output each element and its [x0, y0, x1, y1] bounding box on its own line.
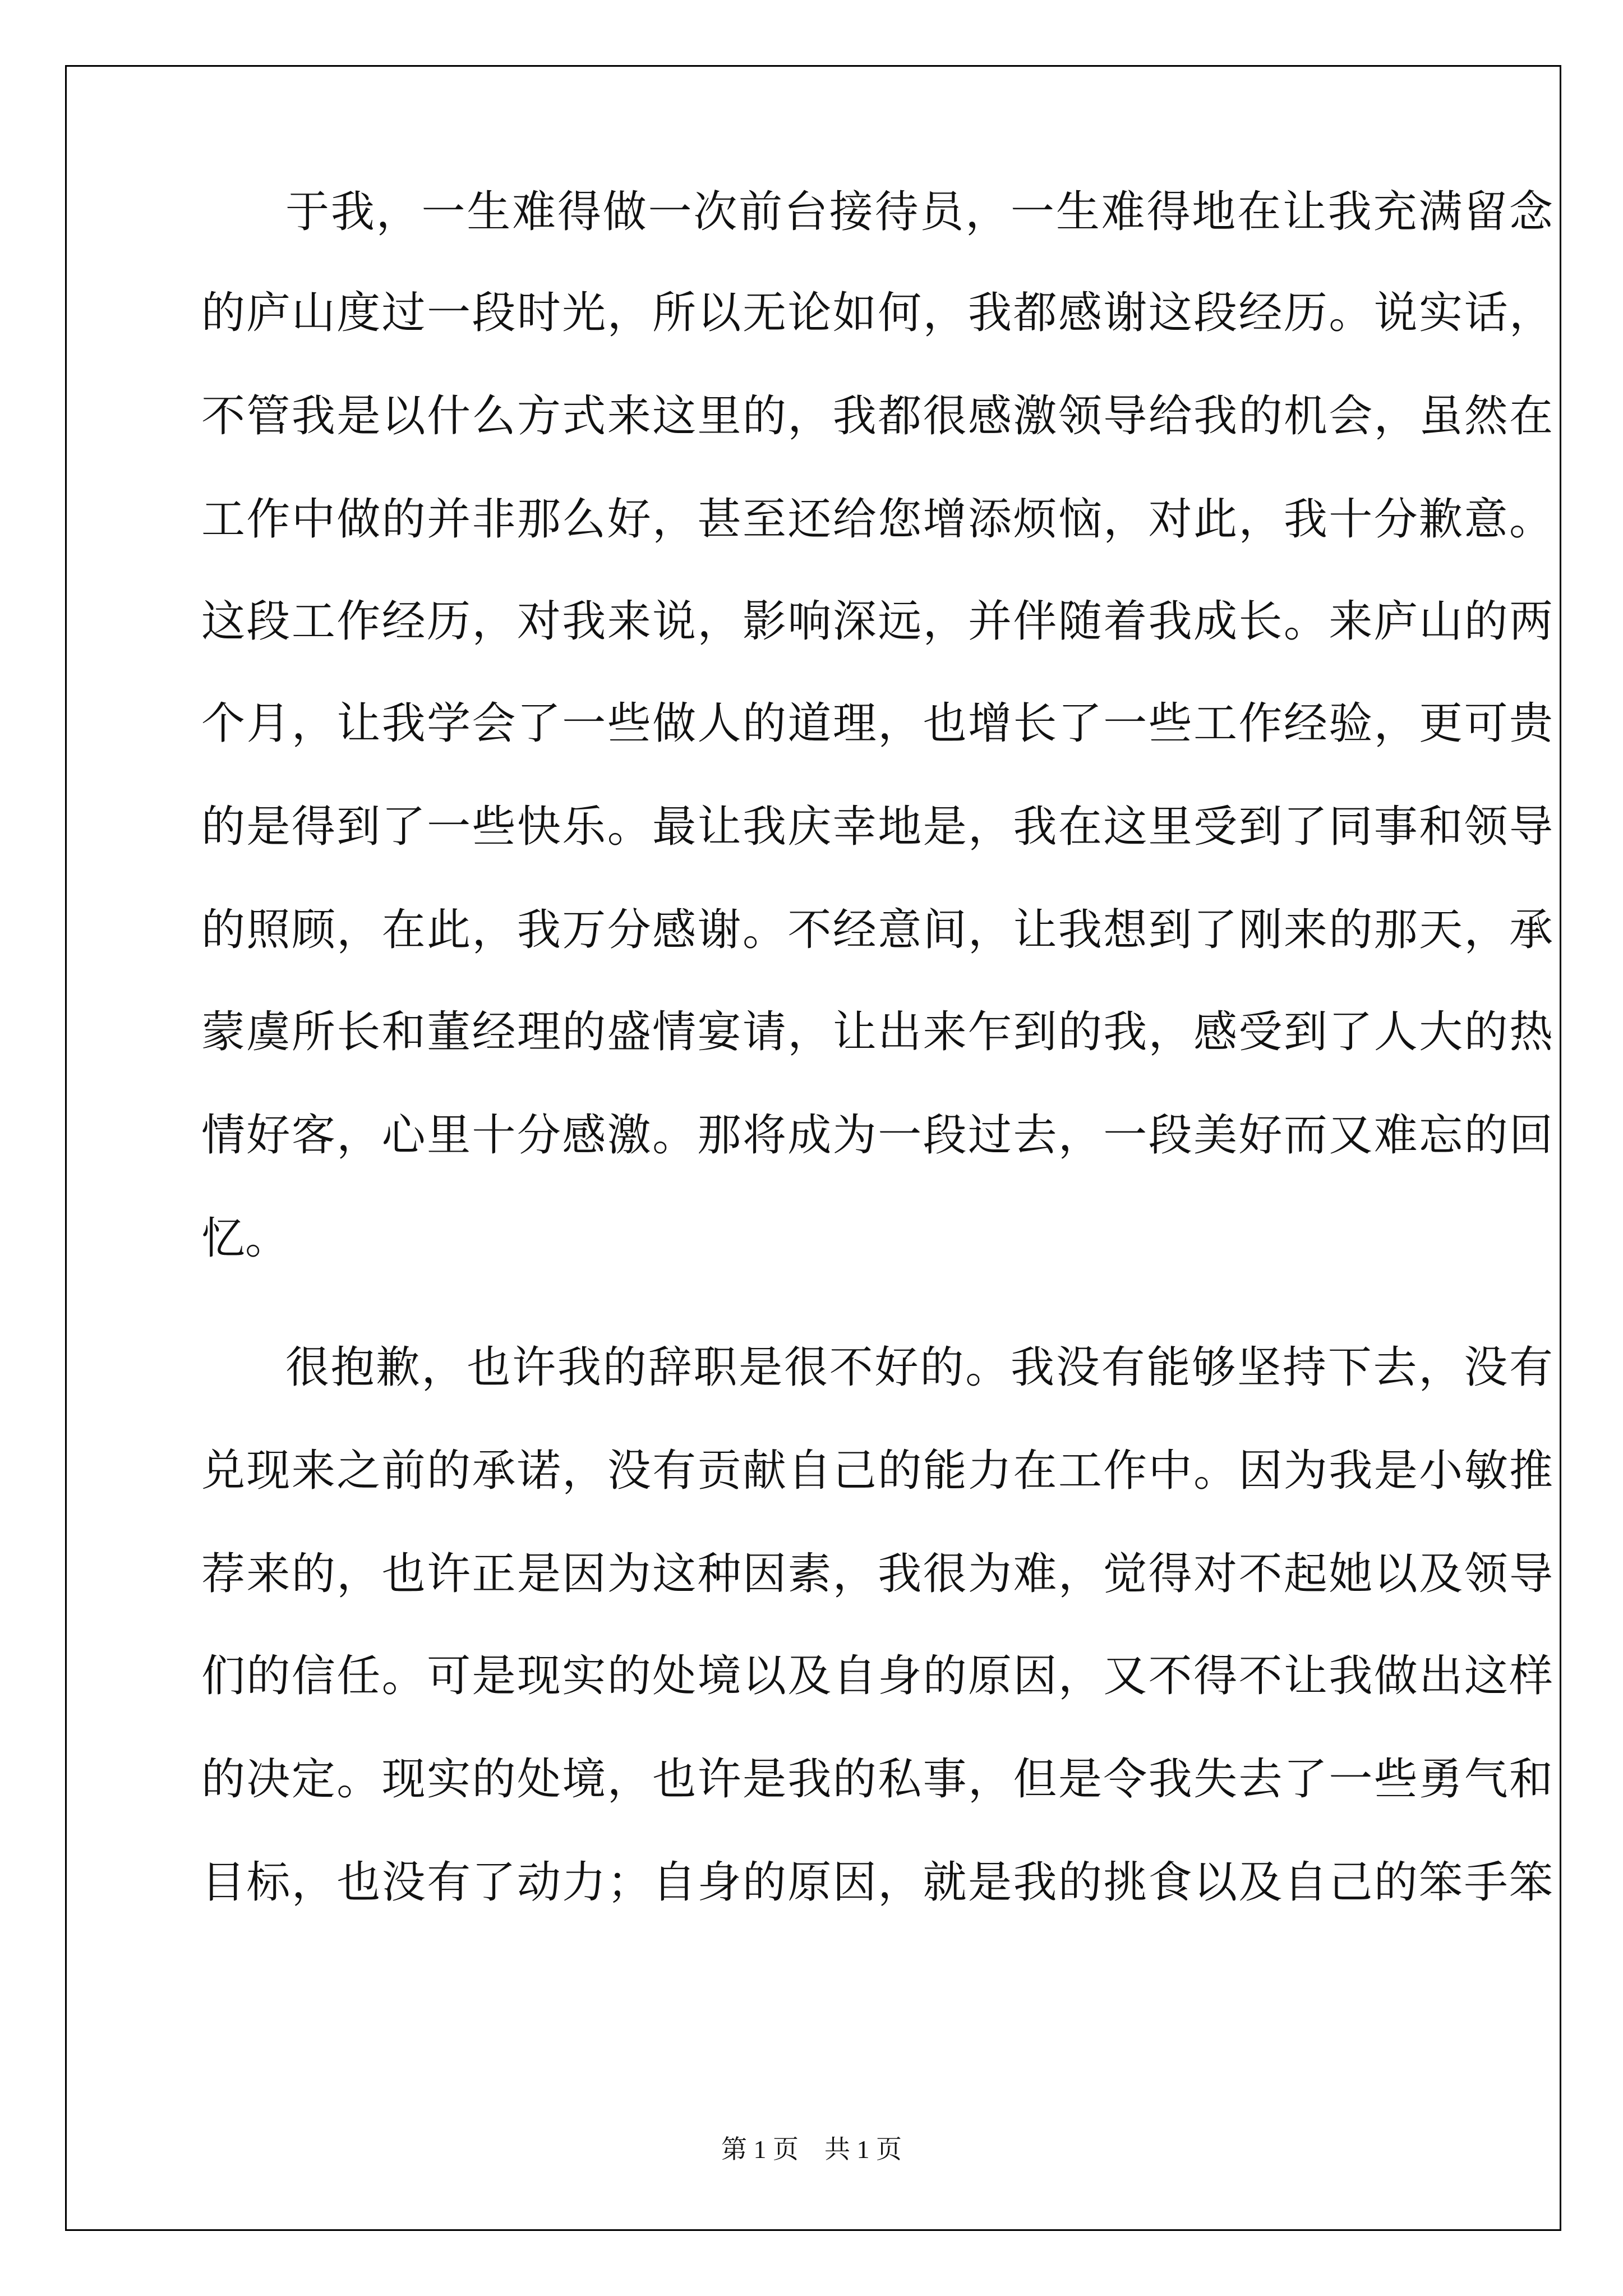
text-line: 的决定。现实的处境，也许是我的私事，但是令我失去了一些勇气和	[201, 1754, 1553, 1805]
text-line: 的是得到了一些快乐。最让我庆幸地是，我在这里受到了同事和领导	[201, 802, 1553, 852]
text-line: 荐来的，也许正是因为这种因素，我很为难，觉得对不起她以及领导	[201, 1549, 1553, 1599]
text-line: 的庐山度过一段时光，所以无论如何，我都感谢这段经历。说实话，	[201, 288, 1553, 338]
text-line: 很抱歉，也许我的辞职是很不好的。我没有能够坚持下去，没有	[285, 1342, 1553, 1393]
text-line: 忆。	[201, 1213, 289, 1264]
text-line: 于我，一生难得做一次前台接待员，一生难得地在让我充满留念	[285, 187, 1553, 237]
text-line: 这段工作经历，对我来说，影响深远，并伴随着我成长。来庐山的两	[201, 596, 1553, 647]
text-line: 情好客，心里十分感激。那将成为一段过去，一段美好而又难忘的回	[201, 1110, 1553, 1161]
text-line: 们的信任。可是现实的处境以及自身的原因，又不得不让我做出这样	[201, 1651, 1553, 1701]
text-line: 个月，让我学会了一些做人的道理，也增长了一些工作经验，更可贵	[201, 698, 1553, 749]
text-line: 不管我是以什么方式来这里的，我都很感激领导给我的机会，虽然在	[201, 391, 1553, 441]
text-line: 兑现来之前的承诺，没有贡献自己的能力在工作中。因为我是小敏推	[201, 1446, 1553, 1496]
text-line: 的照顾，在此，我万分感谢。不经意间，让我想到了刚来的那天，承	[201, 905, 1553, 955]
text-line: 蒙虞所长和董经理的盛情宴请，让出来乍到的我，感受到了人大的热	[201, 1007, 1553, 1057]
page-footer	[0, 2127, 1623, 2172]
page-number: 第 1 页	[721, 2135, 799, 2164]
text-line: 工作中做的并非那么好，甚至还给您增添烦恼，对此，我十分歉意。	[201, 494, 1553, 545]
page-frame	[65, 65, 1561, 2231]
page-total: 共 1 页	[824, 2135, 902, 2164]
text-line: 目标，也没有了动力；自身的原因，就是我的挑食以及自己的笨手笨	[201, 1857, 1553, 1908]
